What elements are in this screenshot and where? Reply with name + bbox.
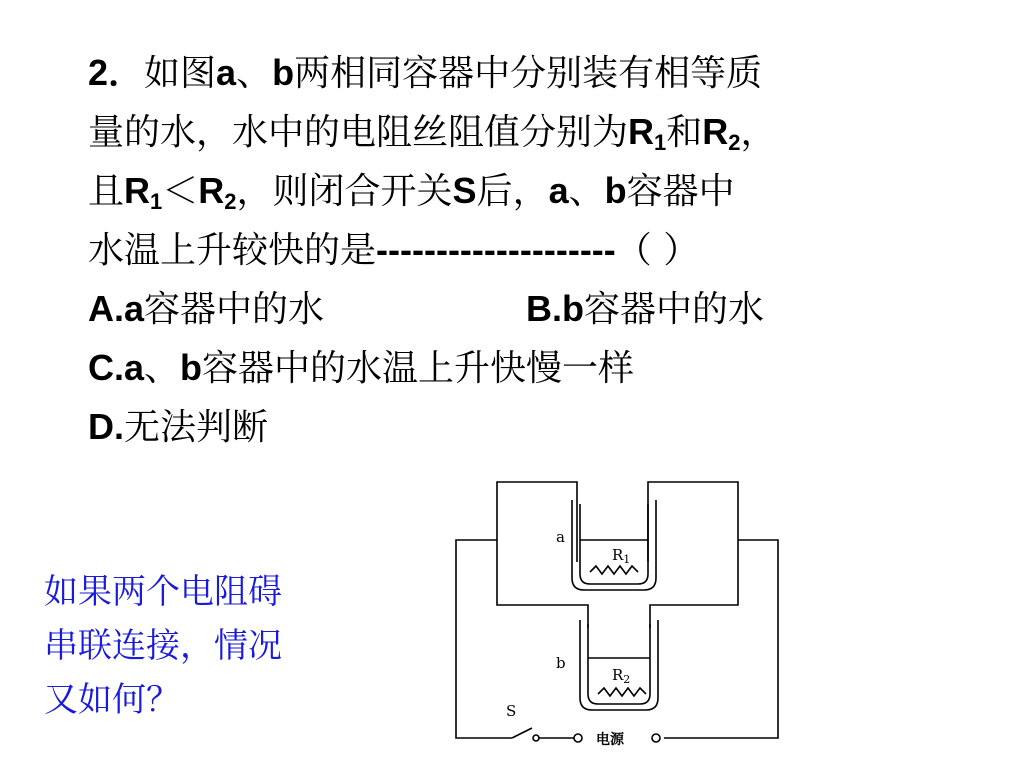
container-a-ref: a	[548, 170, 569, 211]
label-r2-letter: R	[612, 666, 624, 684]
beaker-a	[572, 500, 656, 590]
middle-wire-right	[650, 540, 738, 628]
option-b-label: B.b	[526, 288, 584, 329]
outer-wire-right	[664, 540, 778, 738]
label-r1	[612, 546, 630, 566]
label-b: b	[556, 654, 566, 672]
question-text-segment: 且	[88, 171, 125, 212]
label-switch: S	[506, 702, 517, 720]
separator: 、	[144, 348, 181, 389]
question-text-segment: 和	[666, 112, 703, 153]
question-text-segment: 量的水，水中的电阻丝阻值分别为	[88, 112, 629, 153]
label-a: a	[556, 528, 565, 546]
question-text-segment: 两相同容器中分别装有相等质	[294, 53, 763, 94]
option-c-label: C.a	[88, 347, 145, 388]
r1-symbol: R	[124, 170, 151, 211]
label-r1-sub: 1	[623, 553, 631, 566]
question-number: 2．	[88, 52, 145, 93]
outer-wire-left	[456, 540, 512, 738]
punctuation: ，	[740, 112, 777, 153]
followup-line-3: 又如何？	[44, 680, 180, 720]
question-text-segment: 水温上升较快的是	[88, 230, 377, 271]
resistor-r1	[590, 566, 638, 574]
r2-subscript: 2	[224, 189, 237, 214]
followup-line-1: 如果两个电阻碍	[44, 572, 282, 612]
question-line-1	[88, 44, 968, 103]
r2-subscript: 2	[728, 130, 741, 155]
upper-wire-frame-right	[648, 482, 738, 562]
label-r2-sub: 2	[623, 673, 631, 686]
option-a-text: 容器中的水	[144, 289, 325, 330]
question-line-4	[88, 221, 968, 280]
question-line-3	[88, 162, 968, 221]
less-than-sign: ＜	[162, 171, 199, 212]
option-c[interactable]	[88, 339, 968, 398]
followup-question	[44, 565, 374, 727]
option-c-text: 容器中的水温上升快慢一样	[202, 348, 635, 389]
option-b[interactable]	[526, 280, 764, 339]
question-text	[88, 44, 968, 457]
option-d[interactable]	[88, 398, 968, 457]
question-text-segment: 如图	[144, 53, 217, 94]
followup-line-2: 串联连接，情况	[44, 626, 282, 666]
power-terminal-right	[652, 734, 660, 742]
r1-symbol: R	[628, 111, 655, 152]
upper-wire-frame	[497, 482, 577, 562]
switch-lever	[512, 728, 532, 738]
label-power-source: 电源	[596, 732, 624, 748]
resistor-r2	[598, 688, 646, 696]
option-b-text: 容器中的水	[584, 289, 765, 330]
label-r2	[612, 666, 630, 686]
container-b-ref: b	[180, 347, 203, 388]
answer-blank: --------------------	[376, 229, 616, 270]
switch-ref: S	[452, 170, 477, 211]
container-a-ref: a	[216, 52, 237, 93]
option-a-label: A.a	[88, 288, 145, 329]
question-text-segment: 容器中	[626, 171, 735, 212]
label-r1-letter: R	[612, 546, 624, 564]
options-row-ab	[88, 280, 968, 339]
r2-symbol: R	[702, 111, 729, 152]
separator: 、	[236, 53, 273, 94]
r1-subscript: 1	[654, 130, 667, 155]
circuit-diagram	[440, 470, 820, 760]
switch-contact	[533, 735, 539, 741]
option-d-label: D.	[88, 406, 124, 447]
r2-symbol: R	[198, 170, 225, 211]
option-a[interactable]	[88, 289, 324, 330]
question-text-segment: ，则闭合开关	[236, 171, 453, 212]
separator: 、	[568, 171, 605, 212]
power-terminal-left	[574, 734, 582, 742]
question-text-segment: 后，	[476, 171, 549, 212]
answer-parentheses: （ ）	[615, 230, 700, 271]
option-d-text: 无法判断	[124, 407, 269, 448]
r1-subscript: 1	[150, 189, 163, 214]
container-b-ref: b	[272, 52, 295, 93]
middle-wire	[497, 540, 588, 628]
container-b-ref: b	[604, 170, 627, 211]
beaker-b	[580, 620, 658, 710]
question-line-2	[88, 103, 968, 162]
